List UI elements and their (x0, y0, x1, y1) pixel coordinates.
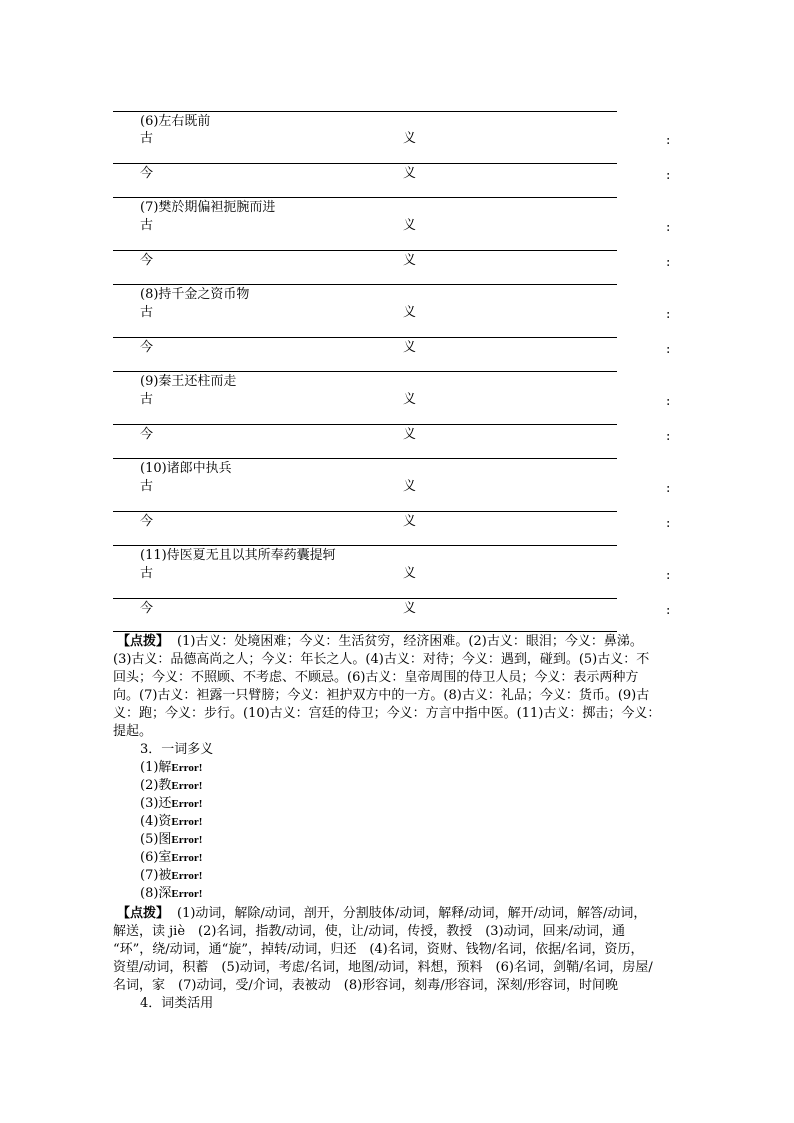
yi-label: 义 (403, 340, 417, 355)
gu-label: 古 (140, 392, 154, 407)
word-label: (2)教 (140, 778, 172, 793)
colon: : (666, 516, 671, 531)
list-item (140, 850, 202, 866)
colon: : (666, 429, 671, 444)
word-label: (5)图 (140, 832, 172, 847)
answer-line (113, 284, 617, 285)
error-field: Error! (171, 888, 203, 900)
error-field: Error! (171, 816, 203, 828)
answer-line (113, 598, 617, 599)
jin-label: 今 (140, 166, 154, 181)
answer-line (113, 197, 617, 198)
answer-line (113, 545, 617, 546)
note-text-line: (1)动词，解除/动词，剖开，分割肢体/动词，解释/动词，解开/动词，解答/动词， (177, 906, 647, 921)
yi-label: 义 (403, 131, 417, 146)
jin-label: 今 (140, 340, 154, 355)
error-field: Error! (171, 798, 203, 810)
item-title: (6)左右既前 (140, 114, 211, 129)
colon: : (666, 342, 671, 357)
note-text-line: 解送，读 jiè (2)名词，指教/动词，使，让/动词，传授，教授 (3)动词，回来/动词，通 (113, 924, 625, 939)
list-item (140, 868, 202, 884)
word-label: (6)室 (140, 850, 172, 865)
word-label: (3)还 (140, 796, 172, 811)
gu-label: 古 (140, 566, 154, 581)
error-field: Error! (171, 834, 203, 846)
list-item (140, 778, 202, 794)
word-label: (8)深 (140, 886, 172, 901)
gu-label: 古 (140, 218, 154, 233)
list-item (140, 796, 202, 812)
note-label: 【点拨】 (117, 906, 170, 921)
yi-label: 义 (403, 305, 417, 320)
note-text-line: 提起。 (113, 724, 153, 739)
colon: : (666, 168, 671, 183)
yi-label: 义 (403, 514, 417, 529)
note-text-line: 义：跑；今义：步行。(10)古义：宫廷的侍卫；今义：方言中指中医。(11)古义：掷击；今义： (113, 706, 661, 721)
gu-label: 古 (140, 479, 154, 494)
colon: : (666, 481, 671, 496)
yi-label: 义 (403, 427, 417, 442)
item-title: (9)秦王还柱而走 (140, 374, 237, 389)
list-item (140, 886, 202, 902)
jin-label: 今 (140, 514, 154, 529)
yi-label: 义 (403, 253, 417, 268)
section-heading-3: 3．一词多义 (140, 742, 214, 757)
answer-line (113, 337, 617, 338)
colon: : (666, 133, 671, 148)
yi-label: 义 (403, 392, 417, 407)
answer-line (113, 424, 617, 425)
divider-line (113, 111, 617, 112)
word-label: (1)解 (140, 760, 172, 775)
jin-label: 今 (140, 601, 154, 616)
yi-label: 义 (403, 166, 417, 181)
answer-line (113, 163, 617, 164)
gu-label: 古 (140, 305, 154, 320)
colon: : (666, 603, 671, 618)
note-label: 【点拨】 (117, 634, 170, 649)
yi-label: 义 (403, 566, 417, 581)
jin-label: 今 (140, 253, 154, 268)
colon: : (666, 394, 671, 409)
colon: : (666, 255, 671, 270)
answer-line (113, 631, 617, 632)
note-text-line: 向。(7)古义：袒露一只臂膀；今义：袒护双方中的一方。(8)古义：礼品；今义：货币。(9)古 (113, 688, 650, 703)
yi-label: 义 (403, 218, 417, 233)
error-field: Error! (171, 852, 203, 864)
yi-label: 义 (403, 479, 417, 494)
answer-line (113, 511, 617, 512)
item-title: (7)樊於期偏袒扼腕而进 (140, 200, 276, 215)
colon: : (666, 568, 671, 583)
note-text-line: (1)古义：处境困难；今义：生活贫穷，经济困难。(2)古义：眼泪；今义：鼻涕。 (177, 634, 643, 649)
note-text-line: 资望/动词，积蓄 (5)动词，考虑/名词，地图/动词，料想，预料 (6)名词，剑鞘/名词，房屋/ (113, 960, 653, 975)
error-field: Error! (171, 762, 203, 774)
list-item (140, 832, 202, 848)
answer-line (113, 371, 617, 372)
word-label: (7)被 (140, 868, 172, 883)
note-text-line: “环”，绕/动词，通“旋”，掉转/动词，归还 (4)名词，资财、钱物/名词，依据/名词，资历， (113, 942, 644, 957)
word-label: (4)资 (140, 814, 172, 829)
item-title: (10)诸郎中执兵 (140, 461, 232, 476)
yi-label: 义 (403, 601, 417, 616)
list-item (140, 814, 202, 830)
note-text-line: 名词，家 (7)动词，受/介词，表被动 (8)形容词，刻毒/形容词，深刻/形容词，时间晚 (113, 978, 618, 993)
gu-label: 古 (140, 131, 154, 146)
error-field: Error! (171, 870, 203, 882)
jin-label: 今 (140, 427, 154, 442)
list-item (140, 760, 202, 776)
colon: : (666, 220, 671, 235)
answer-line (113, 250, 617, 251)
note-text-line: 回头；今义：不照顾、不考虑、不顾忌。(6)古义：皇帝周围的侍卫人员；今义：表示两种方 (113, 670, 639, 685)
item-title: (11)侍医夏无且以其所奉药囊提轲 (140, 548, 336, 563)
section-heading-4: 4．词类活用 (140, 996, 214, 1011)
note-text-line: (3)古义：品德高尚之人；今义：年长之人。(4)古义：对待；今义：遇到，碰到。(5)古义：不 (113, 652, 650, 667)
error-field: Error! (171, 780, 203, 792)
answer-line (113, 458, 617, 459)
colon: : (666, 307, 671, 322)
item-title: (8)持千金之资币物 (140, 287, 250, 302)
